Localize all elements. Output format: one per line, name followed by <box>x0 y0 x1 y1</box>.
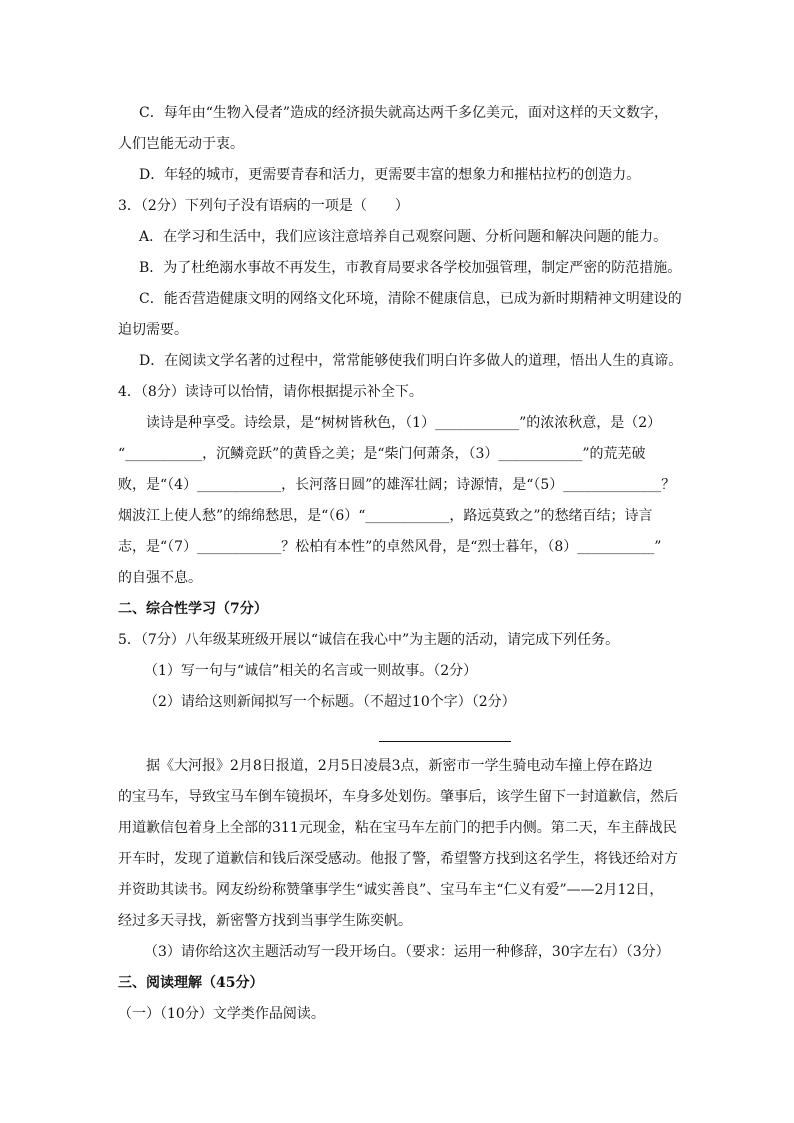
q3-option-a: A．在学习和生活中，我们应该注意培养自己观察问题、分析问题和解决问题的能力。 <box>139 229 668 245</box>
poem-fill-line-4: 烟波江上使人愁”的绵绵愁思，是“（6）“____________，路远莫致之”的愁绪百结；诗言 <box>118 508 653 524</box>
option-d-line: D．年轻的城市，更需要青春和活力，更需要丰富的想象力和摧枯拉朽的创造力。 <box>139 167 641 183</box>
q3-option-c-line-1: C．能否营造健康文明的网络文化环境，清除不健康信息，已成为新时期精神文明建设的 <box>139 291 682 307</box>
question-4-stem: 4．（8分）读诗可以怡情，请你根据提示补全下。 <box>118 384 423 400</box>
news-paragraph-line-4: 开车时，发现了道歉信和钱后深受感动。他报了警，希望警方找到这名学生，将钱还给对方 <box>118 851 678 867</box>
q3-option-b: B．为了杜绝溺水事故不再发生，市教育局要求各学校加强管理，制定严密的防范措施。 <box>139 260 682 276</box>
headline-answer-blank <box>379 741 511 742</box>
option-c-line-2: 人们岂能无动于衷。 <box>118 136 244 152</box>
poem-fill-line-6: 的自强不息。 <box>118 570 202 586</box>
q5-task-1: （1）写一句与“诚信”相关的名言或一则故事。（2分） <box>144 663 478 679</box>
question-3-stem: 3．（2分）下列句子没有语病的一项是（ ） <box>118 198 409 214</box>
poem-fill-line-2: “___________，沉鳞竞跃”的黄昏之美；是“柴门何萧条，（3）____________”的荒芜破 <box>118 446 646 462</box>
news-paragraph-line-2: 的宝马车，导致宝马车倒车镜损坏，车身多处划伤。肇事后，该学生留下一封道歉信，然后 <box>118 789 678 805</box>
reading-part-1-heading: （一）（10分）文学类作品阅读。 <box>118 1006 325 1022</box>
q3-option-c-line-2: 迫切需要。 <box>118 322 188 338</box>
question-5-stem: 5．（7分）八年级某班级开展以“诚信在我心中”为主题的活动，请完成下列任务。 <box>118 632 620 648</box>
section-2-heading: 二、综合性学习（7分） <box>118 601 268 617</box>
news-paragraph-line-6: 经过多天寻找，新密警方找到当事学生陈奕帆。 <box>118 913 412 929</box>
q5-task-2: （2）请给这则新闻拟写一个标题。（不超过10个字）（2分） <box>144 694 516 710</box>
news-paragraph-line-5: 并资助其读书。网友纷纷称赞肇事学生“诚实善良”、宝马车主“仁义有爱”——2月12日， <box>118 882 664 898</box>
q5-task-3: （3）请你给这次主题活动写一段开场白。（要求：运用一种修辞，30字左右）（3分） <box>144 944 670 960</box>
option-c-line-1: C．每年由“生物入侵者”造成的经济损失就高达两千多亿美元，面对这样的天文数字， <box>139 105 669 121</box>
poem-fill-line-3: 败，是“（4）____________，长河落日圆”的雄浑壮阔；诗源情，是“（5）______________？ <box>118 477 676 493</box>
news-paragraph-line-1: 据《大河报》2月8日报道，2月5日凌晨3点，新密市一学生骑电动车撞上停在路边 <box>146 758 653 774</box>
poem-fill-line-5: 志，是“（7）____________？松柏有本性”的卓然风骨，是“烈士暮年，（8）___________” <box>118 539 662 555</box>
poem-fill-line-1: 读诗是种享受。诗绘景，是“树树皆秋色，（1）____________”的浓浓秋意，是（2） <box>146 415 662 431</box>
news-paragraph-line-3: 用道歉信包着身上全部的311元现金，粘在宝马车左前门的把手内侧。第二天，车主薛战民 <box>118 820 677 836</box>
section-3-heading: 三、阅读理解（45分） <box>118 975 264 991</box>
q3-option-d: D．在阅读文学名著的过程中，常常能够使我们明白许多做人的道理，悟出人生的真谛。 <box>139 353 683 369</box>
